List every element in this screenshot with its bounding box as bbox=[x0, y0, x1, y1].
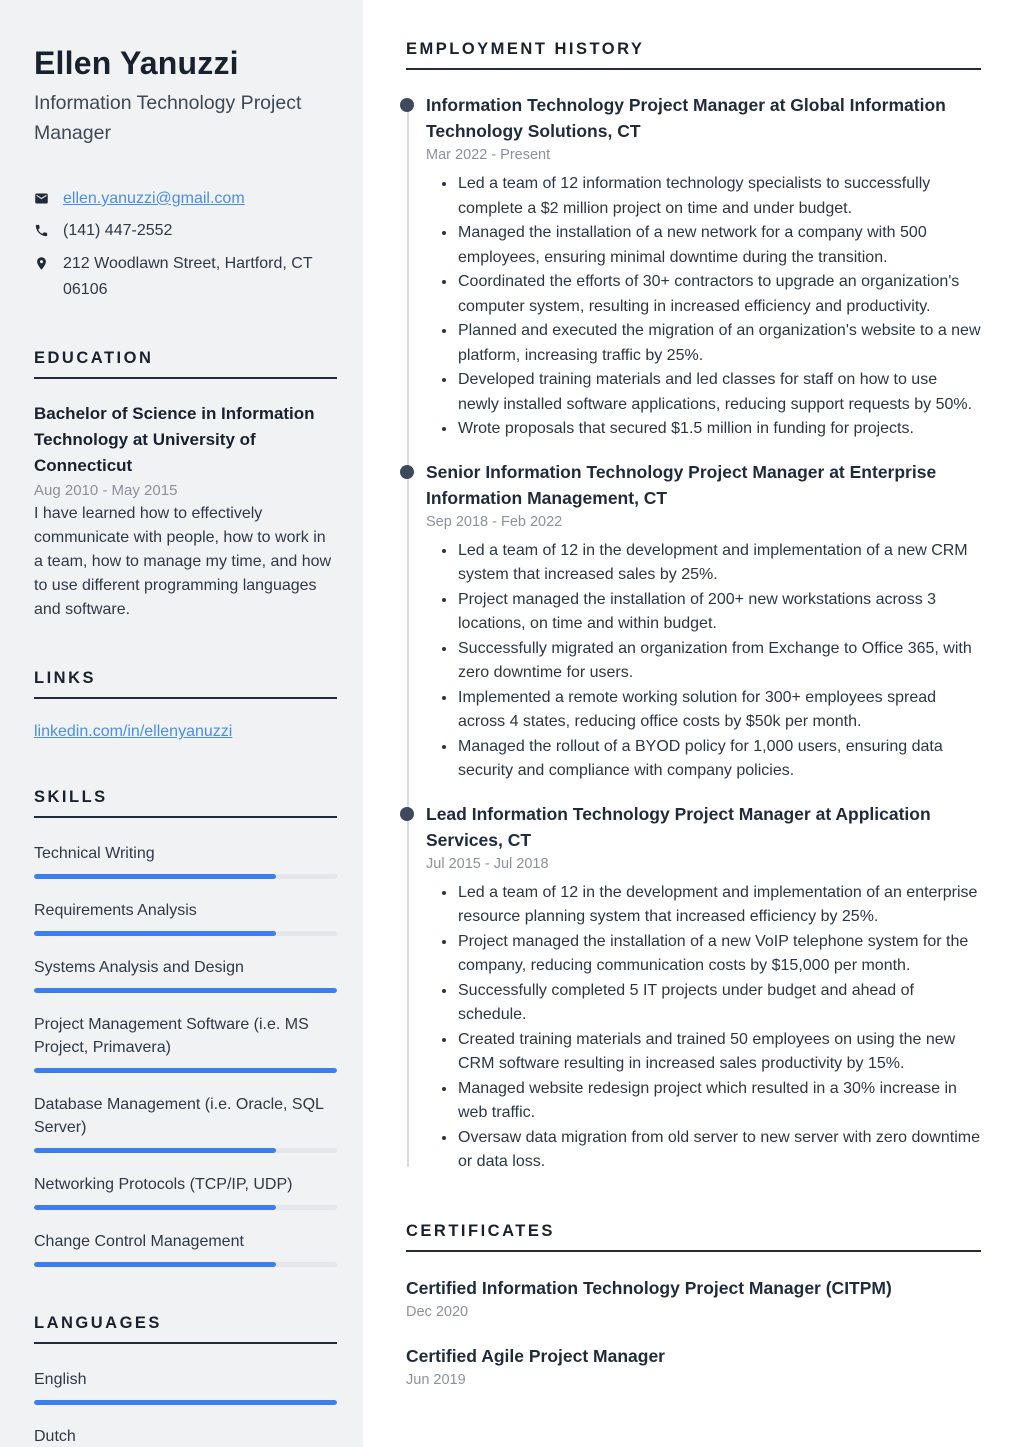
skill-item bbox=[34, 1230, 337, 1267]
education-dates: Aug 2010 - May 2015 bbox=[34, 482, 178, 500]
job-entry bbox=[426, 801, 981, 1175]
phone-number: (141) 447-2552 bbox=[63, 222, 173, 240]
skill-bar-fill bbox=[34, 1400, 337, 1405]
languages-list bbox=[34, 1368, 337, 1447]
main-column bbox=[363, 0, 1024, 1447]
skill-bar-fill bbox=[34, 1148, 276, 1153]
sidebar bbox=[0, 0, 363, 1447]
job-date: Jul 2015 - Jul 2018 bbox=[426, 855, 549, 872]
language-label: English bbox=[34, 1371, 87, 1389]
skill-bar-fill bbox=[34, 1205, 276, 1210]
education-description: I have learned how to effectively communicate with people, how to work in a team, how to manage my time, and how to use different programming languages and software. bbox=[34, 505, 332, 619]
job-bullet: • Planned and executed the migration of an organization's website to a new platform, increasing traffic by 25%. bbox=[457, 319, 981, 368]
timeline-dot-icon bbox=[400, 807, 414, 821]
skills-list bbox=[34, 842, 337, 1267]
links-section bbox=[34, 669, 337, 741]
skills-heading: SKILLS bbox=[34, 788, 337, 818]
skill-bar-fill bbox=[34, 1262, 276, 1267]
skill-bar bbox=[34, 931, 337, 936]
job-bullet: • Project managed the installation of a new VoIP telephone system for the company, reducing communication costs by $15,000 per month. bbox=[457, 930, 981, 979]
skills-section bbox=[34, 788, 337, 1267]
candidate-name: Ellen Yanuzzi bbox=[34, 45, 239, 81]
job-bullet-list bbox=[426, 539, 981, 784]
language-bar bbox=[34, 1400, 337, 1405]
employment-history-heading: EMPLOYMENT HISTORY bbox=[406, 40, 981, 70]
address-text: 212 Woodlawn Street, Hartford, CT 06106 bbox=[63, 255, 313, 298]
job-bullet-list bbox=[426, 881, 981, 1175]
job-title: Lead Information Technology Project Manager at Application Services, CT bbox=[426, 803, 931, 850]
links-item bbox=[34, 723, 337, 741]
timeline-dot-icon bbox=[400, 98, 414, 112]
job-bullet: • Successfully completed 5 IT projects under budget and ahead of schedule. bbox=[457, 979, 981, 1028]
skill-bar bbox=[34, 874, 337, 879]
job-bullet: • Coordinated the efforts of 30+ contractors to upgrade an organization's computer system, resulting in increased efficiency and productivity. bbox=[457, 270, 981, 319]
contact-email-row bbox=[34, 186, 337, 212]
job-date: Sep 2018 - Feb 2022 bbox=[426, 513, 563, 530]
education-heading: EDUCATION bbox=[34, 349, 337, 379]
job-bullet: • Managed the rollout of a BYOD policy for 1,000 users, ensuring data security and compliance with company policies. bbox=[457, 735, 981, 784]
skill-item bbox=[34, 842, 337, 879]
certificate-date: Dec 2020 bbox=[406, 1303, 469, 1320]
job-bullet: • Project managed the installation of 200+ new workstations across 3 locations, on time and within budget. bbox=[457, 588, 981, 637]
links-heading: LINKS bbox=[34, 669, 337, 699]
skill-bar-fill bbox=[34, 1068, 337, 1073]
contact-phone-row bbox=[34, 218, 337, 244]
job-bullet: • Managed the installation of a new network for a company with 500 employees, ensuring minimal downtime during the transition. bbox=[457, 221, 981, 270]
skill-bar bbox=[34, 1205, 337, 1210]
job-bullet: • Led a team of 12 in the development and implementation of an enterprise resource planning system that increased efficiency by 25%. bbox=[457, 881, 981, 930]
skill-item bbox=[34, 1173, 337, 1210]
language-item bbox=[34, 1425, 337, 1447]
skill-bar bbox=[34, 1148, 337, 1153]
job-bullet: • Implemented a remote working solution for 300+ employees spread across 4 states, reducing office costs by $50k per month. bbox=[457, 686, 981, 735]
certificates-section bbox=[406, 1222, 981, 1388]
job-entry bbox=[426, 92, 981, 442]
skill-label: Change Control Management bbox=[34, 1233, 244, 1251]
skill-label: Networking Protocols (TCP/IP, UDP) bbox=[34, 1176, 293, 1194]
job-bullet: • Led a team of 12 information technology specialists to successfully complete a $2 million project on time and under budget. bbox=[457, 172, 981, 221]
skill-label: Requirements Analysis bbox=[34, 902, 197, 920]
skill-label: Systems Analysis and Design bbox=[34, 959, 244, 977]
certificate-item bbox=[406, 1343, 981, 1388]
contact-address-row bbox=[34, 251, 337, 302]
certificate-title: Certified Agile Project Manager bbox=[406, 1345, 665, 1366]
skill-bar bbox=[34, 1262, 337, 1267]
job-bullet: • Successfully migrated an organization from Exchange to Office 365, with zero downtime for users. bbox=[457, 637, 981, 686]
language-label: Dutch bbox=[34, 1428, 76, 1446]
email-icon bbox=[34, 186, 50, 212]
job-bullet: • Created training materials and trained 50 employees on using the new CRM software resulting in increased sales productivity by 15%. bbox=[457, 1028, 981, 1077]
skill-item bbox=[34, 1013, 337, 1073]
certificate-item bbox=[406, 1275, 981, 1320]
skill-label: Database Management (i.e. Oracle, SQL Server) bbox=[34, 1096, 324, 1137]
skill-bar bbox=[34, 1068, 337, 1073]
candidate-title: Information Technology Project Manager bbox=[34, 92, 302, 144]
skill-label: Project Management Software (i.e. MS Project, Primavera) bbox=[34, 1016, 309, 1057]
job-entry bbox=[426, 459, 981, 784]
certificates-list bbox=[406, 1275, 981, 1388]
certificate-date: Jun 2019 bbox=[406, 1371, 466, 1388]
skill-item bbox=[34, 1093, 337, 1153]
job-bullet: • Managed website redesign project which resulted in a 30% increase in web traffic. bbox=[457, 1077, 981, 1126]
skill-bar-fill bbox=[34, 931, 276, 936]
job-title: Information Technology Project Manager at Global Information Technology Solutions, CT bbox=[426, 95, 946, 141]
language-item bbox=[34, 1368, 337, 1405]
job-bullet: • Oversaw data migration from old server to new server with zero downtime or data loss. bbox=[457, 1126, 981, 1175]
contact-block bbox=[34, 186, 337, 302]
phone-icon bbox=[34, 218, 50, 244]
skill-item bbox=[34, 899, 337, 936]
certificates-heading: CERTIFICATES bbox=[406, 1222, 981, 1252]
languages-section bbox=[34, 1314, 337, 1447]
education-degree: Bachelor of Science in Information Technology at University of Connecticut bbox=[34, 404, 315, 476]
timeline-dot-icon bbox=[400, 465, 414, 479]
employment-section bbox=[406, 40, 981, 1175]
job-bullet: • Wrote proposals that secured $1.5 million in funding for projects. bbox=[457, 417, 981, 442]
linkedin-link[interactable]: linkedin.com/in/ellenyanuzzi bbox=[34, 723, 233, 741]
job-title: Senior Information Technology Project Manager at Enterprise Information Management, CT bbox=[426, 461, 937, 508]
skill-item bbox=[34, 956, 337, 993]
job-date: Mar 2022 - Present bbox=[426, 147, 551, 163]
certificate-title: Certified Information Technology Project Manager (CITPM) bbox=[406, 1277, 892, 1298]
skill-bar-fill bbox=[34, 988, 337, 993]
location-icon bbox=[34, 251, 50, 302]
education-section bbox=[34, 349, 337, 622]
job-bullet: • Led a team of 12 in the development and implementation of a new CRM system that increased sales by 25%. bbox=[457, 539, 981, 588]
languages-heading: LANGUAGES bbox=[34, 1314, 337, 1344]
skill-label: Technical Writing bbox=[34, 845, 155, 863]
skill-bar-fill bbox=[34, 874, 276, 879]
job-bullet: • Developed training materials and led classes for staff on how to use newly installed software applications, reducing support requests by 50%. bbox=[457, 368, 981, 417]
email-link[interactable]: ellen.yanuzzi@gmail.com bbox=[63, 189, 245, 207]
job-bullet-list bbox=[426, 172, 981, 442]
employment-timeline bbox=[406, 92, 981, 1175]
skill-bar bbox=[34, 988, 337, 993]
